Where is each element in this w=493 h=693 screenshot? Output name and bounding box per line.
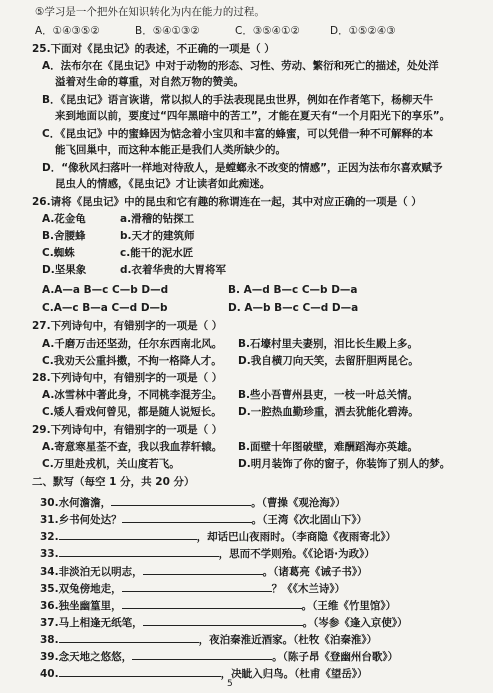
dictation-36 — [40, 598, 396, 613]
dictation-post: 。（岑参《逢入京使》） — [302, 617, 408, 629]
dictation-31 — [40, 512, 367, 527]
q24-option-b: B．⑤④①③② — [135, 25, 200, 37]
dictation-number: 40. — [40, 668, 59, 680]
dictation-post: ，夜泊秦淮近酒家。（杜牧《泊秦淮》） — [198, 634, 378, 646]
section-2-heading: 二、默写（每空 1 分，共 20 分） — [32, 476, 195, 488]
q25-option-a-line2: 溢着对生命的尊重，对自然万物的赞美。 — [55, 76, 244, 88]
q26-title-c: c.能干的泥水匠 — [120, 247, 194, 259]
answer-blank[interactable] — [132, 649, 272, 660]
dictation-32 — [40, 529, 396, 544]
q26-title-a: a.滑稽的钻探工 — [120, 213, 195, 225]
q24-option-d: D．①⑤②④③ — [330, 25, 396, 37]
q25-option-d-line1: D．“像秋风扫落叶一样地对待敌人，是螳螂永不改变的情感”，正因为法布尔喜欢赋予 — [42, 162, 443, 174]
dictation-post: 。（王维《竹里馆》） — [301, 600, 397, 612]
dictation-post: ，思而不学则殆。《《论语·为政》） — [218, 548, 375, 560]
q26-option-d: D. A—b B—c C—d D—a — [228, 302, 359, 314]
dictation-post: ，却话巴山夜雨时。（李商隐《夜雨寄北》） — [196, 531, 397, 543]
answer-blank[interactable] — [122, 598, 302, 609]
dictation-post: 。（陈子昂《登幽州台歌》） — [272, 651, 399, 663]
dictation-number: 33. — [40, 548, 59, 560]
q29-option-b: B.面壁十年图破壁，难酬蹈海亦英雄。 — [238, 441, 418, 453]
answer-blank[interactable] — [59, 632, 199, 643]
dictation-pre: 乡书何处达？ — [58, 514, 122, 526]
dictation-number: 39. — [40, 651, 59, 663]
answer-blank[interactable] — [59, 546, 219, 557]
q25-option-c-line2: 能飞回巢中，而这种本能正是我们人类所缺少的。 — [55, 144, 286, 156]
dictation-30 — [40, 495, 346, 510]
q26-insect-b: B.舍腰蜂 — [42, 230, 86, 242]
q29-stem: 29.下列诗句中，有错别字的一项是（ ） — [32, 424, 223, 436]
dictation-pre: 双兔傍地走， — [58, 583, 122, 595]
q27-option-a: A.千磨万击还坚劲，任尔东西南北风。 — [42, 338, 223, 350]
q24-option-a: A．①④③⑤② — [35, 25, 100, 37]
q26-title-b: b.天才的建筑师 — [120, 230, 195, 242]
dictation-number: 36. — [40, 600, 59, 612]
q26-insect-c: C.蜘蛛 — [42, 247, 75, 259]
dictation-post: 。（王湾《次北固山下》） — [251, 514, 368, 526]
answer-blank[interactable] — [59, 529, 197, 540]
q26-stem: 26.请将《昆虫记》中的昆虫和它有趣的称谓连在一起，其中对应正确的一项是（ ） — [32, 196, 422, 208]
page-number: 5 — [227, 679, 233, 689]
q25-stem: 25.下面对《昆虫记》的表述，不正确的一项是（ ） — [32, 43, 275, 55]
q25-option-c-line1: C．《昆虫记》中的蜜蜂因为惦念着小宝贝和丰富的蜂蜜，可以凭借一种不可解释的本 — [42, 128, 433, 140]
q28-stem: 28.下列诗句中，有错别字的一项是（ ） — [32, 372, 223, 384]
dictation-pre: 非淡泊无以明志， — [58, 566, 143, 578]
dictation-pre: 马上相逢无纸笔， — [58, 617, 143, 629]
q24-statement-5: ⑤学习是一个把外在知识转化为内在能力的过程。 — [35, 6, 265, 18]
q26-insect-d: D.坚果象 — [42, 264, 87, 276]
q28-option-a: A.冰雪林中著此身，不同桃李混芳尘。 — [42, 389, 223, 401]
dictation-number: 32. — [40, 531, 59, 543]
dictation-number: 34. — [40, 566, 59, 578]
answer-blank[interactable] — [143, 615, 303, 626]
q25-option-d-line2: 昆虫人的情感，《昆虫记》才让读者如此痴迷。 — [55, 178, 271, 190]
dictation-number: 31. — [40, 514, 59, 526]
q26-insect-a: A.花金龟 — [42, 213, 86, 225]
q25-option-a-line1: A．法布尔在《昆虫记》中对于动物的形态、习性、劳动、繁衍和死亡的描述，处处洋 — [42, 60, 439, 72]
dictation-number: 35. — [40, 583, 59, 595]
q26-option-b: B. A—d B—c C—b D—a — [228, 284, 358, 296]
answer-blank[interactable] — [111, 495, 251, 506]
dictation-37 — [40, 615, 408, 630]
dictation-pre: 水何澹澹， — [58, 497, 112, 509]
q28-option-c: C.矮人看戏何曾见，都是随人说短长。 — [42, 406, 222, 418]
dictation-39 — [40, 649, 398, 664]
q26-title-d: d.衣着华贵的大胃将军 — [120, 264, 227, 276]
q28-option-d: D.一腔热血勤珍重，洒去犹能化碧涛。 — [238, 406, 419, 418]
dictation-40 — [40, 666, 368, 681]
q29-option-c: C.万里赴戎机，关山度若飞。 — [42, 458, 180, 470]
dictation-34 — [40, 564, 368, 579]
q25-option-b-line1: B．《昆虫记》语言诙谐，常以拟人的手法表现昆虫世界，例如在作者笔下，杨柳天牛 — [42, 94, 434, 106]
dictation-number: 37. — [40, 617, 59, 629]
q27-stem: 27.下列诗句中，有错别字的一项是（ ） — [32, 320, 223, 332]
dictation-33 — [40, 546, 375, 561]
dictation-post: 。（诸葛亮《诫子书》） — [262, 566, 368, 578]
answer-blank[interactable] — [122, 581, 272, 592]
dictation-number: 38. — [40, 634, 59, 646]
q26-option-a: A.A—a B—c C—b D—d — [42, 284, 169, 296]
q27-option-d: D.我自横刀向天笑，去留肝胆两昆仑。 — [238, 355, 419, 367]
dictation-post: ，决眦入归鸟。（杜甫《望岳》） — [220, 668, 368, 680]
q27-option-b: B.石壕村里夫妻别，泪比长生殿上多。 — [238, 338, 418, 350]
q26-option-c: C.A—c B—a C—d D—b — [42, 302, 168, 314]
q29-option-d: D.明月装饰了你的窗子，你装饰了别人的梦。 — [238, 458, 451, 470]
answer-blank[interactable] — [143, 564, 263, 575]
answer-blank[interactable] — [122, 512, 252, 523]
q25-option-b-line2: 来到地面以前，要度过“四年黑暗中的苦工”，才能在夏天有“一个月阳光下的享乐”。 — [55, 110, 451, 122]
dictation-38 — [40, 632, 377, 647]
q27-option-c: C.我劝天公重抖擞，不拘一格降人才。 — [42, 355, 222, 367]
q29-option-a: A.寄意寒星荃不查，我以我血荐轩辕。 — [42, 441, 223, 453]
dictation-post: ？《《木兰诗》） — [271, 583, 346, 595]
answer-blank[interactable] — [59, 666, 221, 677]
dictation-pre: 独坐幽篁里， — [58, 600, 122, 612]
dictation-35 — [40, 581, 345, 596]
q28-option-b: B.些小吾曹州县吏，一枝一叶总关情。 — [238, 389, 418, 401]
dictation-pre: 念天地之悠悠， — [58, 651, 133, 663]
dictation-post: 。（曹操《观沧海》） — [251, 497, 346, 509]
q24-option-c: C．③⑤④①② — [235, 25, 300, 37]
dictation-number: 30. — [40, 497, 59, 509]
